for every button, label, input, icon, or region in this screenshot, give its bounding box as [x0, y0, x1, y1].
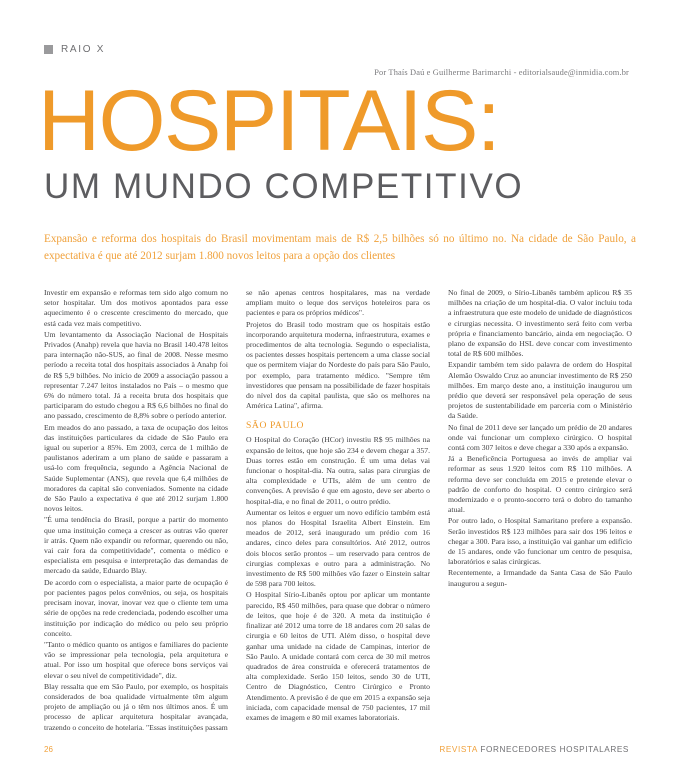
paragraph: "É uma tendência do Brasil, porque a partir do momento que uma instituição começa a crescer as outras vão querer ir atrás. Quem não expandir ou reformar, querendo ou não, vai cair fora da competitividade", comenta o médico e especialista em pesquisa e interpretação das demandas de mercado da saúde, Eduardo Blay.	[44, 515, 228, 576]
paragraph: Recentemente, a Irmandade da Santa Casa de São Paulo inaugurou a segun-	[448, 568, 632, 588]
paragraph: "Tanto o médico quanto os antigos e familiares do paciente vão se impressionar pela tecnologia, pela arquitetura e atual. Por isso um hospital que oferece bons serviços vai elevar o seu nível de competitividade", diz.	[44, 639, 228, 680]
paragraph: O Hospital do Coração (HCor) investiu R$ 95 milhões na expansão de leitos, que hoje são 234 e devem chegar a 357. Duas torres estão em construção. É um uma delas vai funcionar o hospital-dia. Na outra, salas para cirurgias de alta complexidade e UTIs, além de um centro de convenções. A previsão é que em agosto, deve ser aberto o hospital-dia, e no final de 2011, o outro prédio.	[246, 435, 430, 506]
article-column-3	[448, 288, 632, 733]
byline: Por Thaís Daú e Guilherme Barimarchi - editorialsaude@inmidia.com.br	[374, 68, 629, 77]
paragraph: O Hospital Sírio-Libanês optou por aplicar um montante parecido, R$ 450 milhões, para quase que dobrar o número de leitos, que hoje é de 320. A meta da instituição é finalizar até 2012 uma torre de 18 andares com 20 salas de cirurgia e 60 leitos de UTI. Além disso, o hospital deve ganhar uma unidade na cidade de Campinas, interior de São Paulo. A unidade contará com cerca de 30 mil metros quadrados de área construída e oferecerá tratamentos de alta complexidade. Serão 150 leitos, sendo 30 de UTI, Centro de Diagnóstico, Centro Cirúrgico e Pronto Atendimento. A previsão é de que em 2015 a expansão seja iniciada, com capacidade mensal de 750 pacientes, 17 mil exames de imagem e 80 mil exames laboratoriais.	[246, 590, 430, 722]
brand-secondary: FORNECEDORES HOSPITALARES	[480, 745, 629, 754]
magazine-brand	[439, 745, 629, 754]
page-subtitle: UM MUNDO COMPETITIVO	[44, 167, 524, 206]
page-number: 26	[44, 745, 53, 754]
paragraph: se não apenas centros hospitalares, mas na verdade ampliam muito o leque dos serviços hoteleiros para os pacientes e para os próprios médicos".	[246, 288, 430, 318]
section-kicker	[44, 44, 105, 55]
paragraph: De acordo com o especialista, a maior parte de ocupação é por pacientes pagos pelos convênios, ou seja, os hospitais precisam inovar, inovar, inovar vez que o cliente tem uma série de opções na rede credenciada, podendo escolher uma instituição por indicação do médico ou pelo seu próprio conceito.	[44, 577, 228, 638]
paragraph: No final de 2011 deve ser lançado um prédio de 20 andares onde vai funcionar um complexo cirúrgico. O hospital contá com 307 leitos e deve chegar a 330 após a expansão.	[448, 422, 632, 453]
article-column-2	[246, 288, 430, 733]
paragraph: Já a Beneficência Portuguesa ao invés de ampliar vai reformar as seus 1.920 leitos com R$ 110 milhões. A reforma deve ser concluída em 2015 e pretende elevar o padrão de conforto do hospital. O centro cirúrgico será modernizado e o pronto-socorro terá o dobro do tamanho atual.	[448, 454, 632, 515]
kicker-label: RAIO X	[61, 44, 106, 55]
paragraph: Investir em expansão e reformas tem sido algo comum no setor hospitalar. Um dos motivos apontados para esse aquecimento é o crescente crescimento do mercado, que está cada vez mais competitivo.	[44, 288, 228, 328]
article-column-1	[44, 288, 228, 733]
paragraph: Projetos do Brasil todo mostram que os hospitais estão incorporando arquitetura moderna, infraestrutura, exames e procedimentos de alta tecnologia. Segundo o especialista, os pacientes desses hospitais pertencem a uma classe social que os permitem viajar do Nordeste do país para São Paulo, por exemplo, para tratamento médico. "Sempre têm investidores que pensam na possibilidade de fazer hospitais do nível dos da capital paulista, que são os melhores na América Latina", afirma.	[246, 319, 430, 411]
brand-primary: REVISTA	[439, 745, 478, 754]
article-columns	[44, 288, 634, 733]
standfirst: Expansão e reforma dos hospitais do Brasil movimentam mais de R$ 2,5 bilhões só no último no. Na cidade de São Paulo, a expectativa é que até 2012 surjam 1.800 novos leitos para a opção dos clientes	[44, 233, 636, 262]
paragraph: Por outro lado, o Hospital Samaritano prefere a expansão. Serão investidos R$ 123 milhões para sair dos 196 leitos e chegar a 300. Para isso, a instituição vai ganhar um edifício de 15 andares, onde vão funcionar um centro de pesquisa, laboratórios e salas cirúrgicas.	[448, 516, 632, 567]
paragraph: No final de 2009, o Sírio-Libanês também aplicou R$ 35 milhões na criação de um hospital-dia. O valor incluiu toda a infraestrutura que este modelo de unidade de diagnósticos e cirurgias necessita. O investimento será feito com verba própria e financiamento bancário, ainda em negociação. O plano de expansão do HSL deve concar com investimento total de R$ 600 milhões.	[448, 288, 632, 359]
paragraph: Um levantamento da Associação Nacional de Hospitais Privados (Anahp) revela que havia no Brasil 140.478 leitos para internação não-SUS, ao final de 2008. Nesse mesmo período a receita total dos hospitais associados à Anahp foi de R$ 5,9 bilhões. No início de 2009 a associação passou a representar 7.247 leitos instalados no País – o mesmo que 6% do número total. Já a receita bruta dos hospitais que participaram do estudo chegou a R$ 6,6 bilhões no final do ano passado, crescimento de 8,8% sobre o período anterior.	[44, 329, 228, 421]
paragraph: Aumentar os leitos e erguer um novo edifício também está nos planos do Hospital Israelita Albert Einstein. Em meados de 2012, será inaugurado um prédio com 16 andares, cinco deles para consultórios. Até 2012, outros dois blocos serão prontos – um reservado para centros de cirurgias complexas e outro para a administração. No investimento de R$ 500 milhões vão fazer o Einstein saltar de 598 para 700 leitos.	[246, 507, 430, 589]
paragraph: Em meados do ano passado, a taxa de ocupação dos leitos das instituições particulares da cidade de São Paulo era igual ou superior a 85%. Em 2003, cerca de 1 milhão de paulistanos aderiram a um plano de saúde e passaram a usá-lo com frequência, segundo a Agência Nacional de Saúde Suplementar (ANS), que revela que 6,4 milhões de moradores da capital são conveniados. Somente na cidade de São Paulo a expectativa é que até 2012 surjam 1.800 novos leitos.	[44, 422, 228, 514]
page-title: HOSPITAIS:	[38, 73, 500, 169]
kicker-square-icon	[44, 45, 53, 54]
paragraph: Expandir também tem sido palavra de ordem do Hospital Alemão Oswaldo Cruz ao anunciar investimento de R$ 250 milhões. Em março deste ano, a instituição inaugurou um prédio que deverá ser responsável pela operação de seus projetos de sustentabilidade em parceria com o Ministério da Saúde.	[448, 360, 632, 421]
paragraph: Blay ressalta que em São Paulo, por exemplo, os hospitais considerados de boa qualidade virtualmente têm algum projeto de ampliação ou já o têm nos últimos anos. É um processo de aplicar arquitetura hospitalar avançada, trazendo o conceito de hotelaria. "Essas instituições passam	[44, 681, 228, 732]
section-subheading: SÃO PAULO	[246, 420, 305, 432]
